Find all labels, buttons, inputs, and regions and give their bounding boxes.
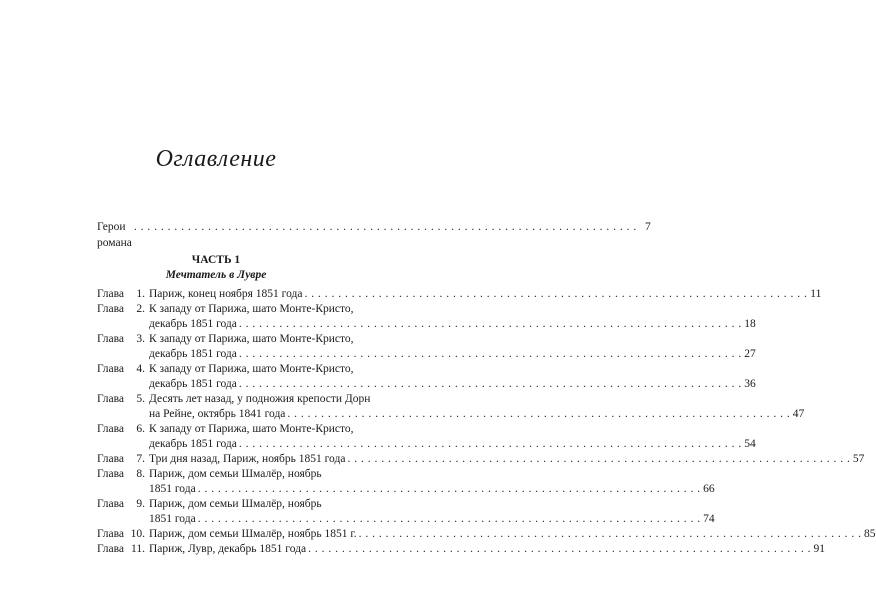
chapter-title-line xyxy=(149,287,821,302)
chapter-number: 2. xyxy=(136,303,145,315)
chapter-title-line xyxy=(149,332,756,347)
dot-leader xyxy=(239,377,742,392)
chapter-title xyxy=(149,287,821,302)
chapter-entry[interactable] xyxy=(97,392,805,422)
chapter-page-number: 66 xyxy=(703,483,715,495)
chapter-title-line xyxy=(149,512,715,527)
dot-leader xyxy=(287,407,790,422)
chapter-title-text: К западу от Парижа, шато Монте-Кристо, xyxy=(149,363,354,375)
chapter-title-line xyxy=(149,482,715,497)
chapter-page-number: 11 xyxy=(810,288,822,300)
chapter-page-number: 27 xyxy=(744,348,756,360)
chapter-number: 10. xyxy=(130,528,145,540)
dot-leader xyxy=(304,287,807,302)
dot-leader xyxy=(198,482,701,497)
chapter-number: 5. xyxy=(136,393,145,405)
chapter-page-number: 18 xyxy=(744,318,756,330)
chapter-entry[interactable] xyxy=(97,287,822,302)
chapter-title xyxy=(149,302,756,332)
dot-leader xyxy=(359,527,862,542)
chapter-title-text: К западу от Парижа, шато Монте-Кристо, xyxy=(149,333,354,345)
chapter-title-line xyxy=(149,407,804,422)
chapter-title xyxy=(149,527,876,542)
chapter-page-number: 85 xyxy=(864,528,876,540)
chapter-title-line xyxy=(149,452,864,467)
chapter-title xyxy=(149,332,756,362)
page-title: Оглавление xyxy=(155,146,277,172)
chapter-word: Глава xyxy=(97,528,125,540)
chapter-title-text: К западу от Парижа, шато Монте-Кристо, xyxy=(149,303,354,315)
chapter-number: 9. xyxy=(136,498,145,510)
chapter-word: Глава xyxy=(97,468,125,480)
chapter-entry[interactable] xyxy=(97,302,756,332)
chapter-word: Глава xyxy=(97,288,125,300)
chapter-title-text: декабрь 1851 года xyxy=(149,378,237,390)
chapter-title-text: К западу от Парижа, шато Монте-Кристо, xyxy=(149,423,354,435)
chapter-title-line xyxy=(149,527,876,542)
toc-entry-label: Герои романа xyxy=(97,221,132,249)
chapter-entry[interactable] xyxy=(97,467,715,497)
chapter-number: 1. xyxy=(136,288,145,300)
chapter-title xyxy=(149,497,715,527)
chapter-number: 7. xyxy=(136,453,145,465)
chapter-title-line xyxy=(149,362,756,377)
dot-leader xyxy=(239,317,742,332)
chapter-title-text: декабрь 1851 года xyxy=(149,438,237,450)
chapter-title-text: Париж, Лувр, декабрь 1851 года xyxy=(149,543,307,555)
chapter-title-text: на Рейне, октябрь 1841 года xyxy=(149,408,286,420)
chapter-entry[interactable] xyxy=(97,332,756,362)
chapter-title xyxy=(149,542,825,557)
chapter-entry[interactable] xyxy=(97,527,876,542)
chapter-entry[interactable] xyxy=(97,422,756,452)
chapter-title-line xyxy=(149,542,825,557)
chapter-title-text: Три дня назад, Париж, ноябрь 1851 года xyxy=(149,453,346,465)
chapter-list xyxy=(97,287,876,557)
chapter-number: 6. xyxy=(136,423,145,435)
chapter-word: Глава xyxy=(97,498,125,510)
chapter-page-number: 47 xyxy=(792,408,805,420)
chapter-number: 3. xyxy=(136,333,145,345)
toc-page-number: 7 xyxy=(644,221,651,233)
chapter-title-line xyxy=(149,317,756,332)
chapter-word: Глава xyxy=(97,543,125,555)
chapter-title-text: Париж, дом семьи Шмалёр, ноябрь 1851 г. xyxy=(149,528,357,540)
chapter-word: Глава xyxy=(97,393,125,405)
chapter-number: 8. xyxy=(136,468,145,480)
part-heading: ЧАСТЬ 1 xyxy=(191,254,241,266)
chapter-page-number: 36 xyxy=(744,378,756,390)
chapter-entry[interactable] xyxy=(97,452,865,467)
chapter-page-number: 91 xyxy=(813,543,825,555)
chapter-title xyxy=(149,362,756,392)
chapter-title-line xyxy=(149,377,756,392)
chapter-page-number: 74 xyxy=(703,513,715,525)
chapter-title xyxy=(149,392,804,422)
chapter-title-text: Десять лет назад, у подножия крепости Дорн xyxy=(149,393,371,405)
chapter-title-line xyxy=(149,467,715,482)
chapter-number: 11. xyxy=(131,543,145,555)
chapter-title-line xyxy=(149,392,804,407)
dot-leader xyxy=(239,347,742,362)
chapter-title-line xyxy=(149,302,756,317)
chapter-title-text: Париж, конец ноября 1851 года xyxy=(149,288,303,300)
chapter-title-line xyxy=(149,347,756,362)
chapter-title-text: Париж, дом семьи Шмалёр, ноябрь xyxy=(149,468,322,480)
dot-leader xyxy=(347,452,850,467)
chapter-word: Глава xyxy=(97,303,125,315)
chapter-title xyxy=(149,452,864,467)
chapter-number: 4. xyxy=(136,363,145,375)
chapter-title xyxy=(149,467,715,497)
dot-leader xyxy=(308,542,811,557)
chapter-word: Глава xyxy=(97,453,125,465)
toc-entry-heroes[interactable] xyxy=(97,219,651,251)
chapter-title-line xyxy=(149,422,756,437)
chapter-word: Глава xyxy=(97,363,125,375)
chapter-entry[interactable] xyxy=(97,362,756,392)
dot-leader xyxy=(198,512,701,527)
chapter-title-line xyxy=(149,437,756,452)
chapter-page-number: 57 xyxy=(852,453,865,465)
chapter-title xyxy=(149,422,756,452)
dot-leader xyxy=(239,437,742,452)
part-subtitle: Мечтатель в Лувре xyxy=(165,269,267,281)
chapter-entry[interactable] xyxy=(97,542,825,557)
chapter-page-number: 54 xyxy=(744,438,756,450)
chapter-title-text: 1851 года xyxy=(149,483,196,495)
chapter-word: Глава xyxy=(97,333,125,345)
chapter-title-text: декабрь 1851 года xyxy=(149,318,237,330)
chapter-title-text: 1851 года xyxy=(149,513,196,525)
chapter-entry[interactable] xyxy=(97,497,715,527)
chapter-title-text: декабрь 1851 года xyxy=(149,348,237,360)
dot-leader xyxy=(134,219,637,235)
chapter-title-line xyxy=(149,497,715,512)
chapter-word: Глава xyxy=(97,423,125,435)
chapter-title-text: Париж, дом семьи Шмалёр, ноябрь xyxy=(149,498,322,510)
